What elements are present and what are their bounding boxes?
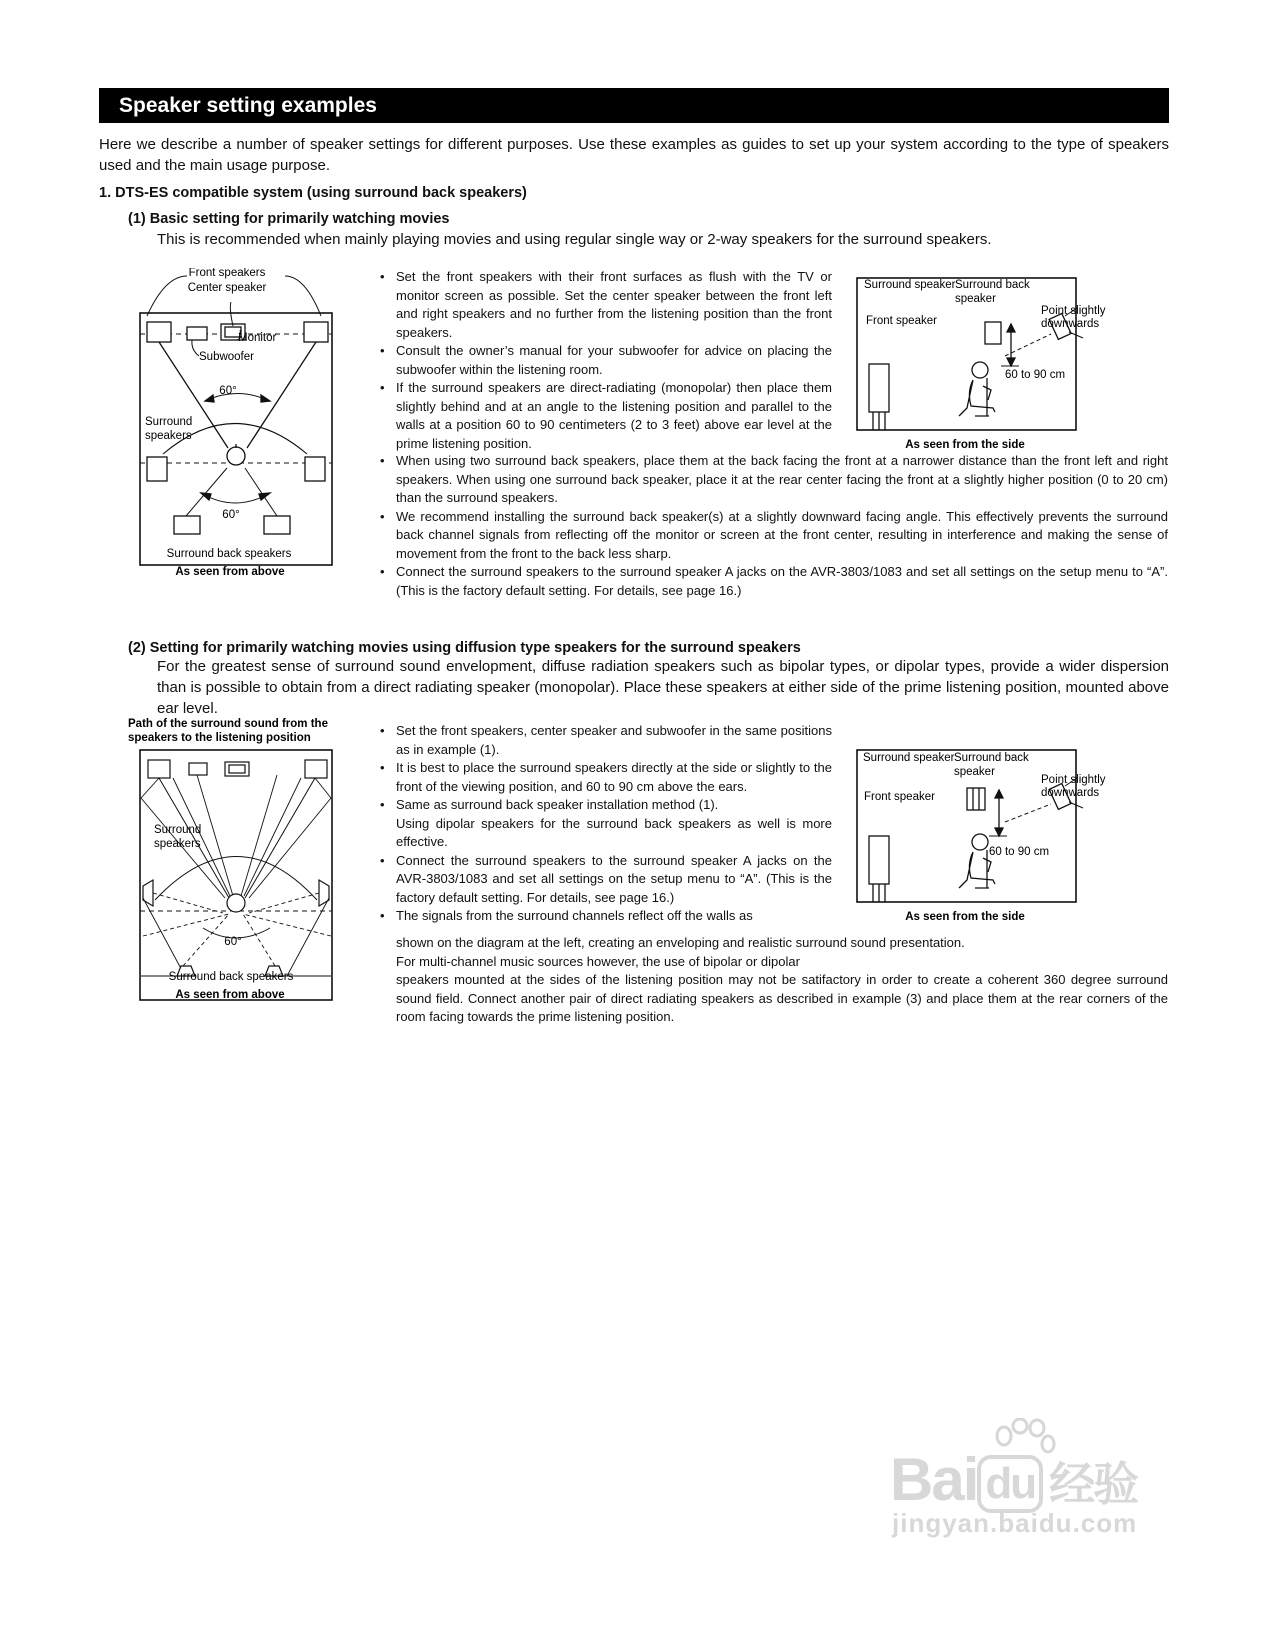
back-angle-label: 60° [222,509,240,521]
list-item: • When using two surround back speakers, place them at the back facing the front at a narrower distance than the front left and right speakers. When using one surround back speaker, place it at the rear center facing the front at a slightly higher position (0 to 20 cm) than the surround speakers. [380,452,1168,508]
path-label-2: speakers to the listening position [128,732,311,744]
front-speaker-label: Front speaker [864,791,935,803]
list-item: • Connect the surround speakers to the surround speaker A jacks on the AVR-3803/1083 and set all settings on the setup menu to “A”. (This is the factory default setting. For details, see page 16.) [380,852,832,908]
sub2-heading: (2) Setting for primarily watching movies using diffusion type speakers for the surround speakers [128,640,801,656]
monitor-label: Monitor [238,332,277,344]
list-item [380,796,832,852]
page-title: Speaker setting examples [99,88,1169,123]
surround-speaker-label: Surround speaker [863,752,955,764]
top-view-caption: As seen from above [175,989,285,1001]
side-view-caption: As seen from the side [905,439,1025,451]
front-speakers-label: Front speakers [188,268,266,279]
intro-text: Here we describe a number of speaker settings for different purposes. Use these examples as guides to set up your system according to the type of speakers used and the main usage purpose. [99,136,1169,174]
watermark-cn: 经验 [1049,1458,1138,1510]
list-item-text: Same as surround back speaker installation method (1). [396,797,719,812]
section1-heading: 1. DTS-ES compatible system (using surround back speakers) [99,185,527,201]
list-item: • Set the front speakers with their front surfaces as flush with the TV or monitor screen as possible. Set the center speaker between the front left and right speakers and no further from the listening position than the front speakers. [380,268,832,342]
continuation-line: For multi-channel music sources however, the use of bipolar or dipolar [396,953,800,969]
front-speaker-label: Front speaker [866,315,937,327]
sub1-bullet-list-wide [380,452,1168,600]
sub1-top-diagram [125,268,365,608]
surround-label-1: Surround [154,824,202,836]
continuation-line: shown on the diagram at the left, creating an enveloping and realistic surround sound presentation. [396,935,965,950]
point-label-2: downwards [1041,787,1100,799]
list-item-extra: Using dipolar speakers for the surround back speakers as well is more effective. [396,815,832,849]
watermark-url: jingyan.baidu.com [892,1508,1138,1538]
sub2-side-diagram [855,748,1165,926]
surround-back-label-1: Surround back [954,752,1029,764]
sub2-top-diagram [125,718,370,1038]
list-item: • Connect the surround speakers to the surround speaker A jacks on the AVR-3803/1083 and set all settings on the setup menu to “A”. (This is the factory default setting. For details, see page 16.) [380,563,1168,600]
list-item: • If the surround speakers are direct-radiating (monopolar) then place them slightly behind and at an angle to the listening position and parallel to the walls at a position 60 to 90 centimeters (2 to 3 feet) above ear level at the prime listening position. [380,379,832,453]
list-item: • Consult the owner’s manual for your subwoofer for advice on placing the subwoofer within the listening room. [380,342,832,379]
sub2-desc: For the greatest sense of surround sound envelopment, diffuse radiation speakers such as bipolar types, or dipolar types, provide a wider dispersion than is possible to obtain from a direct radiating speaker (monopolar). Place these speakers at either side of the prime listening position, mounted above ear level. [157,658,1169,717]
subwoofer-label: Subwoofer [199,351,254,363]
surround-back-label-2: speaker [954,766,995,778]
sub1-side-diagram [855,276,1165,454]
sub1-bullet-list [380,268,832,453]
center-speaker-label: Center speaker [187,282,267,294]
sub1-heading: (1) Basic setting for primarily watching movies [128,211,450,227]
surround-speaker-label: Surround speaker [864,279,956,291]
surround-back-label: Surround back speakers [168,971,294,983]
list-item: • Set the front speakers, center speaker and subwoofer in the same positions as in example (1). [380,722,832,759]
height-label: 60 to 90 cm [1005,369,1066,381]
surround-label-2: speakers [154,838,201,850]
sub2-bullet-list [380,722,832,926]
watermark [890,1418,1200,1536]
list-item: • We recommend installing the surround back speaker(s) at a slightly downward facing angle. This effectively prevents the surround back channel signals from reflecting off the monitor or screen at the front center, resulting in interference and making the sense of movement from the front to the back less sharp. [380,508,1168,564]
sub2-continuation [396,934,1168,1027]
point-label-1: Point slightly [1041,305,1106,317]
sub1-desc: This is recommended when mainly playing movies and using regular single way or 2-way speakers for the surround speakers. [157,231,992,248]
watermark-brand-b: du [977,1455,1043,1513]
surround-back-label-2: speaker [955,293,996,305]
surround-back-label-1: Surround back [955,279,1030,291]
angle-label: 60° [224,936,242,948]
surround-back-label: Surround back speakers [166,548,292,560]
watermark-brand-a: Bai [890,1446,978,1513]
path-label-1: Path of the surround sound from the [128,718,328,730]
point-label-2: downwards [1041,318,1100,330]
front-angle-label: 60° [219,385,237,397]
side-view-caption: As seen from the side [905,911,1025,923]
list-item: • It is best to place the surround speakers directly at the side or slightly to the front of the viewing position, and 60 to 90 cm above the ears. [380,759,832,796]
surround-label-1: Surround [145,416,193,428]
height-label: 60 to 90 cm [989,846,1050,858]
top-view-caption: As seen from above [175,566,285,578]
point-label-1: Point slightly [1041,774,1106,786]
surround-label-2: speakers [145,430,192,442]
continuation-line: speakers mounted at the sides of the listening position may not be satifactory in order to create a coherent 360 degree surround sound field. Connect another pair of direct radiating speakers as described in example (3) and place them at the rear corners of the room facing towards the prime listening position. [396,972,1168,1024]
list-item: • The signals from the surround channels reflect off the walls as [380,907,832,926]
